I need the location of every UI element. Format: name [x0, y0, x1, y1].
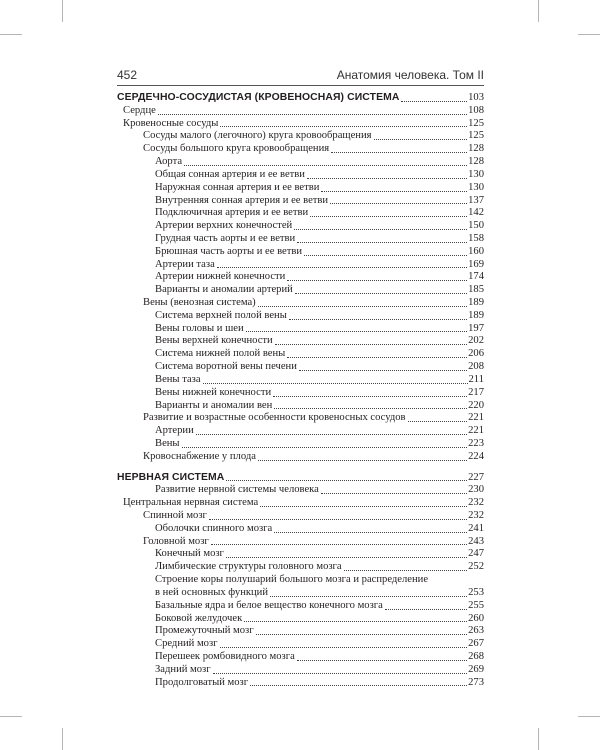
page-number: 452	[117, 68, 138, 82]
table-of-contents	[117, 92, 484, 689]
dot-leader	[226, 480, 467, 481]
toc-entry	[117, 412, 484, 425]
toc-entry-title: Варианты и аномалии вен	[155, 399, 273, 411]
dot-leader	[299, 370, 467, 371]
toc-entry-page: 224	[468, 450, 484, 462]
toc-entry	[117, 105, 484, 118]
crop-mark	[62, 0, 63, 22]
dot-leader	[408, 421, 468, 422]
dot-leader	[295, 293, 467, 294]
dot-leader	[401, 101, 467, 102]
toc-entry	[117, 548, 484, 561]
dot-leader	[158, 114, 467, 115]
crop-mark	[0, 34, 22, 35]
dot-leader	[287, 357, 467, 358]
toc-entry-title: Наружная сонная артерия и ее ветви	[155, 181, 320, 193]
toc-entry-page: 185	[468, 284, 484, 296]
crop-mark	[578, 716, 600, 717]
dot-leader	[209, 519, 467, 520]
toc-entry-title: Развитие и возрастные особенности кровеносных сосудов	[143, 412, 406, 424]
dot-leader	[287, 280, 467, 281]
toc-entry	[117, 451, 484, 464]
toc-entry-title: Кровеносные сосуды	[123, 117, 219, 129]
toc-entry-page: 137	[468, 194, 484, 206]
book-title: Анатомия человека. Том II	[336, 68, 484, 82]
dot-leader	[321, 191, 467, 192]
toc-entry-page: 217	[468, 386, 484, 398]
toc-entry-title: Строение коры полушарий большого мозга и распределение	[155, 574, 429, 586]
toc-entry-page: 189	[468, 297, 484, 308]
toc-entry-page: 158	[468, 232, 484, 244]
toc-entry-page: 220	[468, 399, 484, 411]
dot-leader	[203, 383, 468, 384]
toc-entry	[117, 536, 484, 549]
toc-entry-page: 125	[468, 130, 484, 142]
toc-entry	[117, 348, 484, 361]
toc-entry	[117, 233, 484, 246]
toc-entry-page: 252	[468, 561, 484, 573]
toc-entry-title: Артерии верхних конечностей	[155, 220, 293, 232]
toc-entry	[117, 587, 484, 600]
dot-leader	[244, 621, 467, 622]
toc-entry	[117, 664, 484, 677]
dot-leader	[310, 216, 467, 217]
dot-leader	[211, 544, 467, 545]
dot-leader	[330, 203, 467, 204]
toc-entry-title: Перешеек ромбовидного мозга	[155, 650, 295, 662]
toc-entry-page: 255	[468, 599, 484, 611]
toc-entry-title: Продолговатый мозг	[155, 676, 249, 688]
toc-entry	[117, 497, 484, 510]
dot-leader	[184, 165, 467, 166]
toc-entry-title: Лимбические структуры головного мозга	[155, 561, 342, 573]
toc-entry-page: 267	[468, 638, 484, 650]
toc-entry-title: Головной мозг	[143, 535, 209, 547]
toc-entry-title: Вены (венозная система)	[143, 297, 256, 308]
dot-leader	[213, 673, 468, 674]
toc-entry-title: Конечный мозг	[155, 548, 224, 560]
toc-entry-title: Оболочки спинного мозга	[155, 522, 273, 534]
toc-entry-page: 223	[468, 437, 484, 449]
toc-chapter	[117, 92, 484, 105]
toc-entry	[117, 182, 484, 195]
toc-entry-title: Внутренняя сонная артерия и ее ветви	[155, 194, 329, 206]
toc-entry	[117, 271, 484, 284]
toc-entry	[117, 600, 484, 613]
toc-entry-page: 260	[468, 612, 484, 624]
crop-mark	[538, 728, 539, 750]
toc-entry-title: Общая сонная артерия и ее ветви	[155, 168, 305, 180]
section-gap	[117, 464, 484, 472]
dot-leader	[274, 408, 467, 409]
toc-entry-page: 268	[468, 650, 484, 662]
crop-mark	[578, 34, 600, 35]
toc-entry	[117, 310, 484, 323]
toc-entry-page: 206	[468, 348, 484, 360]
toc-entry-page: 108	[468, 104, 484, 116]
dot-leader	[274, 532, 467, 533]
toc-entry-title: Вены таза	[155, 373, 201, 385]
toc-entry-page: 263	[468, 625, 484, 637]
toc-entry-title: в ней основных функций	[155, 586, 269, 598]
toc-entry-page: 273	[468, 676, 484, 688]
dot-leader	[182, 447, 468, 448]
toc-entry-title: Боковой желудочек	[155, 612, 243, 624]
header-rule	[117, 85, 484, 86]
toc-entry-page: 211	[468, 373, 484, 385]
toc-entry	[117, 118, 484, 131]
toc-entry-page: 202	[468, 335, 484, 347]
toc-entry	[117, 523, 484, 536]
toc-entry-title: Система воротной вены печени	[155, 361, 297, 373]
toc-entry-title: Варианты и аномалии артерий	[155, 284, 293, 296]
toc-entry-title: Кровоснабжение у плода	[143, 450, 256, 462]
dot-leader	[304, 255, 467, 256]
dot-leader	[250, 685, 467, 686]
dot-leader	[258, 306, 467, 307]
toc-entry-title: Задний мозг	[155, 663, 211, 675]
toc-entry	[117, 143, 484, 156]
toc-entry	[117, 625, 484, 638]
crop-mark	[62, 728, 63, 750]
toc-entry-page: 227	[468, 471, 484, 483]
toc-entry-page: 142	[468, 207, 484, 219]
dot-leader	[217, 267, 467, 268]
toc-entry-title: НЕРВНАЯ СИСТЕМА	[117, 471, 225, 483]
toc-entry-title: Средний мозг	[155, 638, 218, 650]
toc-entry-title: Вены головы и шеи	[155, 322, 244, 334]
toc-entry	[117, 400, 484, 413]
toc-entry-page: 241	[468, 522, 484, 534]
toc-entry-page: 197	[468, 322, 484, 334]
toc-entry-title: Вены верхней конечности	[155, 335, 273, 347]
toc-entry-page: 130	[468, 181, 484, 193]
toc-entry-page: 150	[468, 220, 484, 232]
toc-entry-title: Подключичная артерия и ее ветви	[155, 207, 309, 219]
dot-leader	[374, 139, 468, 140]
toc-entry-title: Вены	[155, 437, 180, 449]
toc-entry-page: 232	[468, 497, 484, 509]
toc-entry-page: 128	[468, 156, 484, 168]
toc-entry-title: Базальные ядра и белое вещество конечного мозга	[155, 599, 383, 611]
toc-entry	[117, 387, 484, 400]
dot-leader	[297, 242, 467, 243]
toc-chapter	[117, 472, 484, 485]
toc-entry-title: Артерии нижней конечности	[155, 271, 286, 283]
toc-entry	[117, 425, 484, 438]
toc-entry	[117, 207, 484, 220]
dot-leader	[294, 229, 467, 230]
toc-entry-title: Аорта	[155, 156, 183, 168]
toc-entry-title: Развитие нервной системы человека	[155, 484, 319, 496]
toc-entry-page: 253	[468, 586, 484, 598]
toc-entry-page: 189	[468, 309, 484, 321]
toc-entry	[117, 259, 484, 272]
toc-entry-title: Система верхней полой вены	[155, 309, 287, 321]
toc-entry	[117, 677, 484, 690]
toc-entry	[117, 574, 484, 587]
toc-entry	[117, 220, 484, 233]
toc-entry	[117, 638, 484, 651]
dot-leader	[289, 319, 467, 320]
toc-entry	[117, 284, 484, 297]
toc-entry	[117, 484, 484, 497]
toc-entry-title: СЕРДЕЧНО-СОСУДИСТАЯ (КРОВЕНОСНАЯ) СИСТЕМА	[117, 92, 400, 103]
toc-entry	[117, 169, 484, 182]
toc-entry	[117, 195, 484, 208]
toc-entry-page: 160	[468, 245, 484, 257]
dot-leader	[275, 344, 467, 345]
toc-entry-page: 221	[468, 425, 484, 437]
dot-leader	[273, 396, 467, 397]
toc-entry	[117, 361, 484, 374]
toc-entry	[117, 246, 484, 259]
dot-leader	[307, 178, 467, 179]
running-header	[117, 68, 484, 84]
toc-entry	[117, 130, 484, 143]
toc-entry-title: Система нижней полой вены	[155, 348, 286, 360]
toc-entry	[117, 438, 484, 451]
dot-leader	[246, 331, 467, 332]
toc-entry-page: 221	[468, 412, 484, 424]
dot-leader	[220, 126, 467, 127]
crop-mark	[0, 716, 22, 717]
toc-entry-title: Промежуточный мозг	[155, 625, 254, 637]
toc-entry-page: 208	[468, 361, 484, 373]
toc-entry-page: 243	[468, 535, 484, 547]
dot-leader	[258, 460, 467, 461]
toc-entry-title: Артерии	[155, 425, 194, 437]
toc-entry-title: Спинной мозг	[143, 510, 207, 521]
toc-entry-page: 269	[468, 663, 484, 675]
toc-entry-page: 232	[468, 510, 484, 521]
toc-entry-page: 130	[468, 168, 484, 180]
toc-entry-title: Брюшная часть аорты и ее ветви	[155, 245, 303, 257]
toc-entry	[117, 510, 484, 523]
dot-leader	[270, 596, 467, 597]
toc-entry	[117, 323, 484, 336]
toc-entry-title: Сосуды большого круга кровообращения	[143, 143, 330, 155]
toc-entry-page: 169	[468, 258, 484, 270]
crop-mark	[538, 0, 539, 22]
toc-entry	[117, 297, 484, 310]
dot-leader	[297, 660, 467, 661]
dot-leader	[220, 647, 468, 648]
toc-entry-page: 103	[468, 92, 484, 103]
toc-entry-page: 174	[468, 271, 484, 283]
dot-leader	[196, 434, 467, 435]
dot-leader	[321, 493, 467, 494]
toc-entry	[117, 335, 484, 348]
dot-leader	[385, 609, 467, 610]
toc-entry-title: Грудная часть аорты и ее ветви	[155, 232, 296, 244]
toc-entry-title: Сердце	[123, 104, 156, 116]
toc-entry-page: 230	[468, 484, 484, 496]
toc-entry-title: Центральная нервная система	[123, 497, 259, 509]
toc-entry	[117, 374, 484, 387]
toc-entry-page: 128	[468, 143, 484, 155]
toc-entry	[117, 613, 484, 626]
toc-entry-title: Вены нижней конечности	[155, 386, 272, 398]
toc-entry	[117, 651, 484, 664]
dot-leader	[331, 152, 467, 153]
dot-leader	[256, 634, 468, 635]
dot-leader	[226, 557, 467, 558]
dot-leader	[344, 570, 468, 571]
toc-entry-page: 247	[468, 548, 484, 560]
dot-leader	[260, 506, 467, 507]
toc-entry-title: Артерии таза	[155, 258, 215, 270]
toc-entry	[117, 156, 484, 169]
toc-entry-title: Сосуды малого (легочного) круга кровообращения	[143, 130, 372, 142]
toc-entry-page: 125	[468, 117, 484, 129]
toc-entry	[117, 561, 484, 574]
